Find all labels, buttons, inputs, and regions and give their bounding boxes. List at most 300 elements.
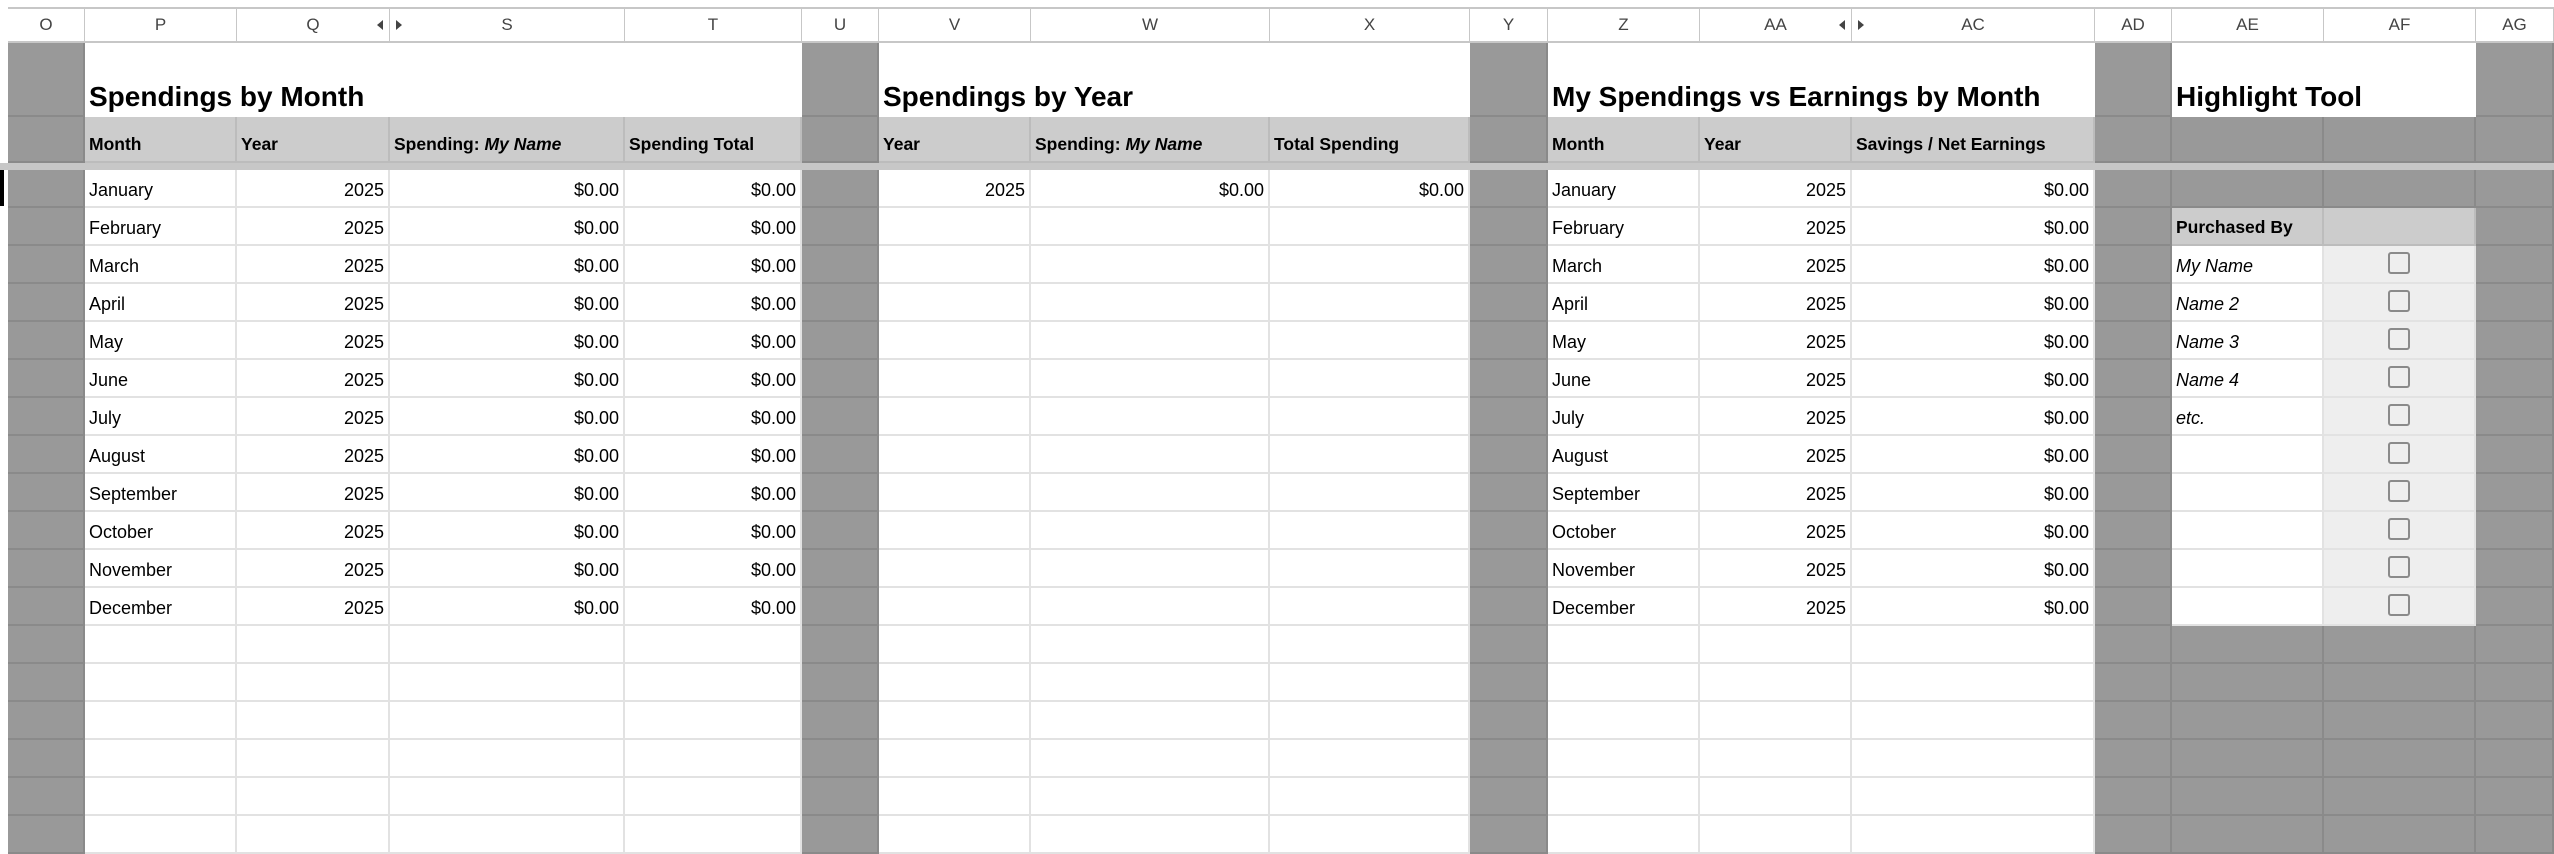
empty-cell[interactable] (1031, 474, 1270, 512)
table-cell[interactable]: 2025 (1700, 360, 1852, 398)
table-cell[interactable]: $0.00 (390, 360, 625, 398)
empty-cell[interactable] (237, 816, 390, 854)
empty-cell[interactable] (1270, 284, 1470, 322)
table-cell[interactable]: 2025 (1700, 436, 1852, 474)
table-cell[interactable]: October (85, 512, 237, 550)
gray-separator-cell (8, 588, 85, 626)
table-cell[interactable]: 2025 (1700, 588, 1852, 626)
empty-cell[interactable] (1270, 322, 1470, 360)
empty-cell[interactable] (879, 778, 1031, 816)
table-cell[interactable]: September (85, 474, 237, 512)
gray-cell (2172, 664, 2324, 702)
empty-cell[interactable] (1548, 778, 1700, 816)
checkbox-cell[interactable] (2324, 436, 2476, 474)
gray-separator-cell (8, 398, 85, 436)
empty-cell[interactable] (1270, 626, 1470, 664)
empty-cell[interactable] (879, 398, 1031, 436)
hidden-column-left-arrow-icon[interactable] (1839, 20, 1845, 30)
hidden-column-right-arrow-icon[interactable] (1858, 20, 1864, 30)
gray-separator-cell (2095, 512, 2172, 550)
table-cell[interactable]: November (85, 550, 237, 588)
table-cell[interactable]: $0.00 (625, 284, 802, 322)
empty-cell[interactable] (1270, 588, 1470, 626)
gray-separator-cell (2476, 588, 2554, 626)
empty-cell[interactable] (1031, 816, 1270, 854)
table-cell[interactable]: April (1548, 284, 1700, 322)
frozen-rows-divider[interactable] (0, 163, 2554, 170)
empty-cell[interactable] (879, 208, 1031, 246)
gray-separator-cell (1470, 702, 1548, 740)
gray-separator-cell (2095, 436, 2172, 474)
purchaser-name-cell[interactable] (2172, 436, 2324, 474)
table-cell[interactable]: 2025 (1700, 284, 1852, 322)
table-cell[interactable]: July (1548, 398, 1700, 436)
empty-cell[interactable] (1031, 588, 1270, 626)
checkbox-icon[interactable] (2388, 594, 2410, 616)
table-cell[interactable]: $0.00 (625, 322, 802, 360)
empty-cell[interactable] (237, 664, 390, 702)
table-cell[interactable]: $0.00 (390, 208, 625, 246)
empty-cell[interactable] (390, 664, 625, 702)
table-cell[interactable]: $0.00 (390, 246, 625, 284)
empty-cell[interactable] (879, 360, 1031, 398)
purchaser-name-cell[interactable] (2172, 474, 2324, 512)
empty-cell[interactable] (85, 778, 237, 816)
checkbox-cell[interactable] (2324, 360, 2476, 398)
gray-separator-cell (2476, 398, 2554, 436)
checkbox-icon[interactable] (2388, 442, 2410, 464)
checkbox-cell[interactable] (2324, 550, 2476, 588)
empty-cell[interactable] (879, 664, 1031, 702)
table-cell[interactable]: May (85, 322, 237, 360)
table-cell[interactable]: May (1548, 322, 1700, 360)
gray-separator-cell (802, 550, 879, 588)
purchaser-name-cell[interactable]: Name 2 (2172, 284, 2324, 322)
table-cell[interactable]: June (1548, 360, 1700, 398)
empty-cell[interactable] (625, 626, 802, 664)
gray-separator-cell (2476, 512, 2554, 550)
gray-separator-cell (802, 778, 879, 816)
gray-separator-cell (1470, 322, 1548, 360)
table-cell[interactable]: $0.00 (1852, 436, 2095, 474)
gray-separator-cell (802, 208, 879, 246)
empty-cell[interactable] (1270, 702, 1470, 740)
empty-cell[interactable] (1270, 246, 1470, 284)
gray-separator-cell (2095, 208, 2172, 246)
column-header-x[interactable]: X (1270, 7, 1470, 43)
column-header-s[interactable]: S (390, 7, 625, 43)
empty-cell[interactable] (879, 816, 1031, 854)
empty-cell[interactable] (390, 816, 625, 854)
empty-cell[interactable] (1031, 550, 1270, 588)
table-cell[interactable]: $0.00 (625, 436, 802, 474)
gray-separator-cell (8, 43, 85, 117)
column-label-year: Year (1700, 117, 1852, 163)
table-cell[interactable]: 2025 (237, 360, 390, 398)
checkbox-cell[interactable] (2324, 398, 2476, 436)
empty-cell[interactable] (1031, 322, 1270, 360)
empty-cell[interactable] (879, 246, 1031, 284)
table-cell[interactable]: $0.00 (1852, 588, 2095, 626)
table-cell[interactable]: $0.00 (390, 474, 625, 512)
empty-cell[interactable] (879, 588, 1031, 626)
gray-cell (2172, 170, 2324, 208)
table-cell[interactable]: $0.00 (390, 284, 625, 322)
empty-cell[interactable] (1031, 664, 1270, 702)
column-header-aa[interactable]: AA (1700, 7, 1852, 43)
table-cell[interactable]: $0.00 (1852, 246, 2095, 284)
column-header-y[interactable]: Y (1470, 7, 1548, 43)
table-cell[interactable]: $0.00 (1270, 170, 1470, 208)
empty-cell[interactable] (237, 626, 390, 664)
gray-separator-cell (802, 816, 879, 854)
checkbox-icon[interactable] (2388, 328, 2410, 350)
empty-cell[interactable] (1031, 246, 1270, 284)
empty-cell[interactable] (1270, 208, 1470, 246)
checkbox-icon[interactable] (2388, 366, 2410, 388)
table-cell[interactable]: November (1548, 550, 1700, 588)
empty-cell[interactable] (1270, 664, 1470, 702)
gray-separator-cell (802, 626, 879, 664)
checkbox-icon[interactable] (2388, 404, 2410, 426)
table-cell[interactable]: $0.00 (625, 360, 802, 398)
table-cell[interactable]: $0.00 (390, 512, 625, 550)
column-header-ae[interactable]: AE (2172, 7, 2324, 43)
gray-separator-cell (2476, 816, 2554, 854)
purchaser-name-cell[interactable]: Name 4 (2172, 360, 2324, 398)
column-header-u[interactable]: U (802, 7, 879, 43)
empty-cell[interactable] (1700, 702, 1852, 740)
column-header-af[interactable]: AF (2324, 7, 2476, 43)
checkbox-icon[interactable] (2388, 480, 2410, 502)
gray-separator-cell (8, 436, 85, 474)
table-cell[interactable]: 2025 (1700, 170, 1852, 208)
empty-cell[interactable] (1270, 816, 1470, 854)
gray-separator-cell (2476, 778, 2554, 816)
table-cell[interactable]: 2025 (237, 436, 390, 474)
gray-separator-cell (2095, 43, 2172, 117)
empty-cell[interactable] (879, 474, 1031, 512)
gray-separator-cell (8, 816, 85, 854)
empty-cell[interactable] (1700, 626, 1852, 664)
column-header-ac[interactable]: AC (1852, 7, 2095, 43)
gray-separator-cell (1470, 778, 1548, 816)
table-cell[interactable]: 2025 (237, 284, 390, 322)
empty-cell[interactable] (625, 778, 802, 816)
checkbox-cell[interactable] (2324, 588, 2476, 626)
gray-cell (2172, 740, 2324, 778)
empty-cell[interactable] (1031, 436, 1270, 474)
table-cell[interactable]: $0.00 (625, 170, 802, 208)
table-cell[interactable]: 2025 (1700, 322, 1852, 360)
empty-cell[interactable] (1852, 778, 2095, 816)
table-cell[interactable]: $0.00 (1852, 170, 2095, 208)
purchaser-name-cell[interactable] (2172, 550, 2324, 588)
table-cell[interactable]: $0.00 (390, 436, 625, 474)
table-cell[interactable]: 2025 (1700, 208, 1852, 246)
gray-separator-cell (2095, 816, 2172, 854)
table-cell[interactable]: 2025 (1700, 512, 1852, 550)
table-cell[interactable]: $0.00 (390, 398, 625, 436)
column-header-z[interactable]: Z (1548, 7, 1700, 43)
table-cell[interactable]: $0.00 (625, 588, 802, 626)
checkbox-cell[interactable] (2324, 284, 2476, 322)
hidden-column-left-arrow-icon[interactable] (377, 20, 383, 30)
empty-cell[interactable] (879, 512, 1031, 550)
column-header-v[interactable]: V (879, 7, 1031, 43)
empty-cell[interactable] (879, 740, 1031, 778)
gray-cell (2172, 778, 2324, 816)
gray-separator-cell (2095, 778, 2172, 816)
table-cell[interactable]: August (85, 436, 237, 474)
table-cell[interactable]: 2025 (237, 512, 390, 550)
empty-cell[interactable] (879, 322, 1031, 360)
empty-cell[interactable] (879, 436, 1031, 474)
checkbox-cell[interactable] (2324, 512, 2476, 550)
empty-cell[interactable] (1031, 208, 1270, 246)
gray-separator-cell (802, 360, 879, 398)
gray-cell (2172, 626, 2324, 664)
gray-separator-cell (2476, 702, 2554, 740)
table-cell[interactable]: 2025 (237, 474, 390, 512)
column-header-q[interactable]: Q (237, 7, 390, 43)
table-cell[interactable]: March (1548, 246, 1700, 284)
gray-separator-cell (2476, 550, 2554, 588)
gray-separator-cell (802, 512, 879, 550)
table-cell[interactable]: $0.00 (625, 474, 802, 512)
gray-separator-cell (8, 360, 85, 398)
empty-cell[interactable] (1548, 664, 1700, 702)
table-cell[interactable]: 2025 (237, 550, 390, 588)
table-cell[interactable]: 2025 (237, 398, 390, 436)
empty-cell[interactable] (237, 702, 390, 740)
gray-separator-cell (1470, 512, 1548, 550)
empty-cell[interactable] (1031, 512, 1270, 550)
column-header-w[interactable]: W (1031, 7, 1270, 43)
purchaser-name-cell[interactable]: etc. (2172, 398, 2324, 436)
gray-separator-cell (2095, 170, 2172, 208)
table-cell[interactable]: $0.00 (390, 322, 625, 360)
empty-cell[interactable] (1700, 816, 1852, 854)
column-header-ag[interactable]: AG (2476, 7, 2554, 43)
gray-separator-cell (1470, 740, 1548, 778)
table-cell[interactable]: October (1548, 512, 1700, 550)
table-cell[interactable]: December (1548, 588, 1700, 626)
empty-cell[interactable] (625, 740, 802, 778)
empty-cell[interactable] (1852, 626, 2095, 664)
table-cell[interactable]: $0.00 (1852, 512, 2095, 550)
table-cell[interactable]: $0.00 (625, 208, 802, 246)
empty-cell[interactable] (1031, 284, 1270, 322)
table-cell[interactable]: August (1548, 436, 1700, 474)
gray-separator-cell (802, 588, 879, 626)
empty-cell[interactable] (237, 778, 390, 816)
empty-cell[interactable] (625, 816, 802, 854)
empty-cell[interactable] (1031, 740, 1270, 778)
header-name-suffix: My Name (484, 134, 562, 154)
checkbox-icon[interactable] (2388, 290, 2410, 312)
table-cell[interactable]: 2025 (237, 322, 390, 360)
table-cell[interactable]: 2025 (879, 170, 1031, 208)
purchaser-name-cell[interactable]: My Name (2172, 246, 2324, 284)
table-cell[interactable]: $0.00 (1852, 322, 2095, 360)
gray-cell (2172, 117, 2324, 163)
purchaser-name-cell[interactable] (2172, 512, 2324, 550)
empty-cell[interactable] (1270, 436, 1470, 474)
table-cell[interactable]: $0.00 (1852, 474, 2095, 512)
empty-cell[interactable] (1700, 778, 1852, 816)
column-header-o[interactable]: O (8, 7, 85, 43)
table-cell[interactable]: $0.00 (625, 398, 802, 436)
table-cell[interactable]: 2025 (237, 246, 390, 284)
gray-separator-cell (8, 170, 85, 208)
empty-cell[interactable] (1031, 398, 1270, 436)
empty-cell[interactable] (1548, 740, 1700, 778)
empty-cell[interactable] (85, 740, 237, 778)
gray-separator-cell (8, 246, 85, 284)
empty-cell[interactable] (1852, 740, 2095, 778)
purchaser-name-cell[interactable] (2172, 588, 2324, 626)
spendings-vs-earnings-title: My Spendings vs Earnings by Month (1552, 81, 2041, 112)
checkbox-cell[interactable] (2324, 246, 2476, 284)
gray-separator-cell (1470, 588, 1548, 626)
checkbox-icon[interactable] (2388, 518, 2410, 540)
table-cell[interactable]: September (1548, 474, 1700, 512)
empty-cell[interactable] (1700, 740, 1852, 778)
empty-cell[interactable] (85, 626, 237, 664)
gray-cell (2324, 626, 2476, 664)
table-cell[interactable]: $0.00 (390, 170, 625, 208)
gray-cell (2324, 740, 2476, 778)
empty-cell[interactable] (1548, 626, 1700, 664)
table-cell[interactable]: January (1548, 170, 1700, 208)
gray-separator-cell (2095, 474, 2172, 512)
gray-separator-cell (1470, 117, 1548, 163)
table-cell[interactable]: $0.00 (625, 512, 802, 550)
column-header-ad[interactable]: AD (2095, 7, 2172, 43)
table-cell[interactable]: July (85, 398, 237, 436)
empty-cell[interactable] (1548, 702, 1700, 740)
gray-separator-cell (8, 550, 85, 588)
hidden-column-right-arrow-icon[interactable] (396, 20, 402, 30)
table-cell[interactable]: June (85, 360, 237, 398)
empty-cell[interactable] (1548, 816, 1700, 854)
empty-cell[interactable] (1031, 778, 1270, 816)
empty-cell[interactable] (390, 702, 625, 740)
checkbox-icon[interactable] (2388, 556, 2410, 578)
gray-separator-cell (802, 43, 879, 117)
gray-separator-cell (1470, 246, 1548, 284)
empty-cell[interactable] (1700, 664, 1852, 702)
empty-cell[interactable] (1270, 740, 1470, 778)
checkbox-cell[interactable] (2324, 322, 2476, 360)
empty-cell[interactable] (1270, 474, 1470, 512)
empty-cell[interactable] (1270, 512, 1470, 550)
table-cell[interactable]: 2025 (1700, 550, 1852, 588)
table-cell[interactable]: April (85, 284, 237, 322)
empty-cell[interactable] (85, 816, 237, 854)
gray-separator-cell (2095, 246, 2172, 284)
table-cell[interactable]: 2025 (1700, 474, 1852, 512)
empty-cell[interactable] (390, 626, 625, 664)
highlight-tool-title: Highlight Tool (2176, 81, 2363, 112)
column-label-year: Year (879, 117, 1031, 163)
column-header-t[interactable]: T (625, 7, 802, 43)
empty-cell[interactable] (1852, 664, 2095, 702)
table-cell[interactable]: February (85, 208, 237, 246)
purchaser-name-cell[interactable]: Name 3 (2172, 322, 2324, 360)
gray-cell (2324, 170, 2476, 208)
empty-cell[interactable] (879, 284, 1031, 322)
gray-cell (2324, 816, 2476, 854)
gray-separator-cell (2095, 117, 2172, 163)
column-header-p[interactable]: P (85, 7, 237, 43)
empty-cell[interactable] (1270, 398, 1470, 436)
table-cell[interactable]: 2025 (1700, 246, 1852, 284)
checkbox-cell[interactable] (2324, 474, 2476, 512)
table-cell[interactable]: $0.00 (1031, 170, 1270, 208)
table-cell[interactable]: $0.00 (390, 550, 625, 588)
table-cell[interactable]: $0.00 (1852, 550, 2095, 588)
empty-cell[interactable] (879, 550, 1031, 588)
table-cell[interactable]: $0.00 (1852, 398, 2095, 436)
table-cell[interactable]: 2025 (237, 170, 390, 208)
empty-cell[interactable] (237, 740, 390, 778)
empty-cell[interactable] (1270, 360, 1470, 398)
empty-cell[interactable] (390, 778, 625, 816)
gray-cell (2324, 702, 2476, 740)
table-cell[interactable]: $0.00 (625, 550, 802, 588)
gray-separator-cell (2476, 626, 2554, 664)
empty-cell[interactable] (1852, 702, 2095, 740)
empty-cell[interactable] (625, 702, 802, 740)
table-cell[interactable]: January (85, 170, 237, 208)
column-label-month: Month (85, 117, 237, 163)
gray-separator-cell (8, 740, 85, 778)
empty-cell[interactable] (1270, 778, 1470, 816)
empty-cell[interactable] (390, 740, 625, 778)
empty-cell[interactable] (1031, 702, 1270, 740)
table-cell[interactable]: March (85, 246, 237, 284)
table-cell[interactable]: December (85, 588, 237, 626)
gray-separator-cell (1470, 550, 1548, 588)
checkbox-icon[interactable] (2388, 252, 2410, 274)
table-cell[interactable]: February (1548, 208, 1700, 246)
table-cell[interactable]: $0.00 (1852, 208, 2095, 246)
gray-separator-cell (1470, 208, 1548, 246)
gray-separator-cell (2476, 664, 2554, 702)
table-cell[interactable]: $0.00 (390, 588, 625, 626)
empty-cell[interactable] (625, 664, 802, 702)
table-cell[interactable]: $0.00 (1852, 360, 2095, 398)
table-cell[interactable]: $0.00 (625, 246, 802, 284)
empty-cell[interactable] (879, 702, 1031, 740)
table-cell[interactable]: 2025 (1700, 398, 1852, 436)
empty-cell[interactable] (1270, 550, 1470, 588)
gray-separator-cell (802, 474, 879, 512)
empty-cell[interactable] (1031, 360, 1270, 398)
column-label-total-spending: Total Spending (1270, 117, 1470, 163)
empty-cell[interactable] (85, 702, 237, 740)
table-cell[interactable]: 2025 (237, 588, 390, 626)
empty-cell[interactable] (1031, 626, 1270, 664)
empty-cell[interactable] (85, 664, 237, 702)
empty-cell[interactable] (1852, 816, 2095, 854)
table-cell[interactable]: $0.00 (1852, 284, 2095, 322)
empty-cell[interactable] (879, 626, 1031, 664)
gray-separator-cell (8, 702, 85, 740)
table-cell[interactable]: 2025 (237, 208, 390, 246)
